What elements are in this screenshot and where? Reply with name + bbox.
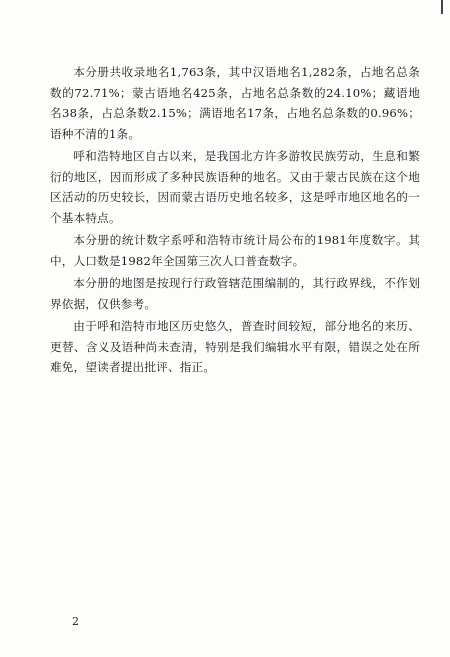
paragraph-data-source: 本分册的统计数字系呼和浩特市统计局公布的1981年度数字。其中，人口数是1982年全国第三次人口普查数字。 [50,233,420,268]
body-text [50,62,420,380]
paragraph-disclaimer: 由于呼和浩特市地区历史悠久，普查时间较短，部分地名的来历、更替、含义及语种尚未查清，特别是我们编辑水平有限，错误之处在所难免，望读者提出批评、指正。 [50,319,420,374]
paragraph-statistics: 本分册共收录地名1,763条，其中汉语地名1,282条，占地名总条数的72.71%；蒙古语地名425条，占地名总条数的24.10%；藏语地名38条，占总条数2.15%；满语地名17条，占地名总条数的0.96%；语种不清的1条。 [50,65,420,141]
paragraph-map-note: 本分册的地图是按现行行政管辖范围编制的，其行政界线，不作划界依据，仅供参考。 [50,276,420,311]
page-number: 2 [72,615,79,628]
scan-edge-mark [441,0,443,14]
paragraph-history: 呼和浩特地区自古以来，是我国北方许多游牧民族劳动，生息和繁衍的地区，因而形成了多种民族语种的地名。又由于蒙古民族在这个地区活动的历史较长，因而蒙古语历史地名较多，这是呼市地区地名的一个基本特点。 [50,149,420,225]
